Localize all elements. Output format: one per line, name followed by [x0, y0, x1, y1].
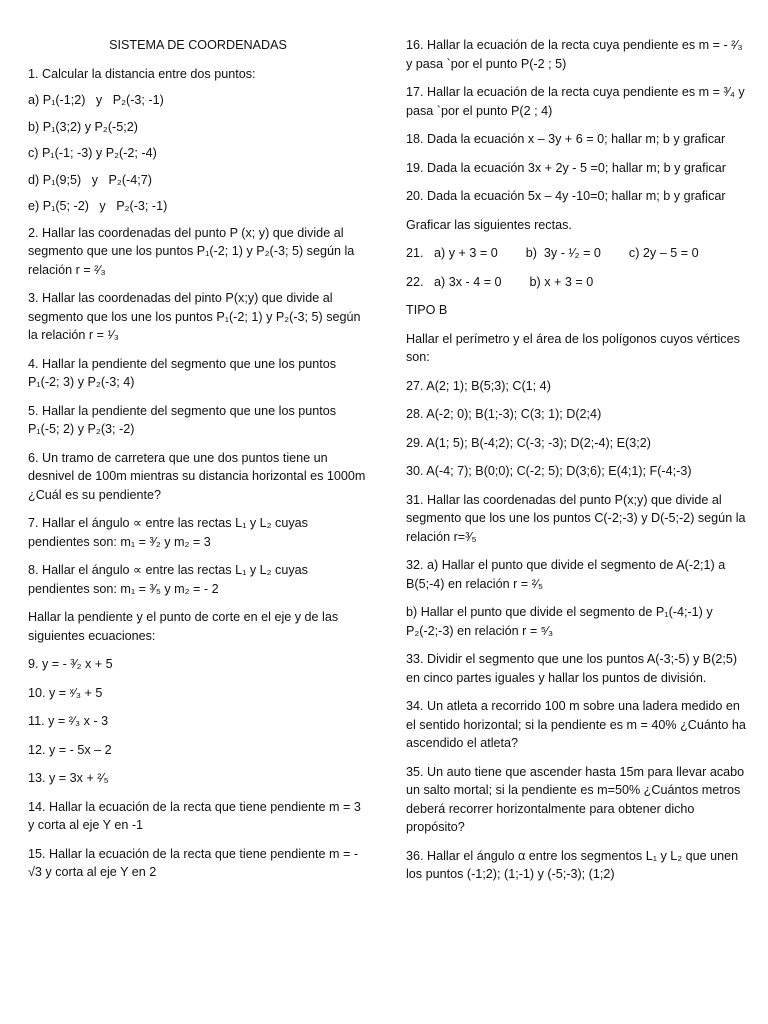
exercise-2: 2. Hallar las coordenadas del punto P (x; y) que divide al segmento que une los puntos P₁(-2; 1) y P₂(-3; 5) según la relación r = ²⁄₃ [28, 225, 355, 277]
exercise-31: 31. Hallar las coordenadas del punto P(x;y) que divide al segmento que los une los puntos C(-2;-3) y D(-5;-2) según la relación r=³⁄₅ [406, 492, 746, 544]
exercise-19: 19. Dada la ecuación 3x + 2y - 5 =0; hallar m; b y graficar [406, 160, 726, 175]
section-intro-slope: Hallar la pendiente y el punto de corte en el eje y de las siguientes ecuaciones: [28, 610, 339, 643]
exercise-13: 13. y = 3x + ²⁄₅ [28, 771, 109, 785]
exercise-32a: 32. a) Hallar el punto que divide el segmento de A(-2;1) a B(5;-4) en relación r = ²⁄₅ [406, 558, 726, 591]
exercise-28: 28. A(-2; 0); B(1;-3); C(3; 1); D(2;4) [406, 407, 602, 421]
document-title: SISTEMA DE COORDENADAS [109, 38, 287, 52]
section-graph-lines: Graficar las siguientes rectas. [406, 217, 572, 232]
exercise-8: 8. Hallar el ángulo ∝ entre las rectas L₁ y L₂ cuyas pendientes son: m₁ = ³⁄₅ y m₂ = - 2 [28, 563, 308, 596]
exercise-10: 10. y = ˣ⁄₃ + 5 [28, 685, 103, 700]
exercise-36: 36. Hallar el ángulo α entre los segmentos L₁ y L₂ que unen los puntos (-1;2); (1;-1) y (-5;-3); (1;2) [406, 848, 739, 881]
exercise-21: 21. a) y + 3 = 0 b) 3y - ¹⁄₂ = 0 c) 2y – 5 = 0 [406, 246, 699, 260]
right-column [406, 36, 746, 894]
exercise-11: 11. y = ²⁄₃ x - 3 [28, 714, 109, 728]
exercise-33: 33. Dividir el segmento que une los puntos A(-3;-5) y B(2;5) en cinco partes iguales y hallar los puntos de división. [406, 652, 738, 685]
exercise-1b: b) P₁(3;2) y P₂(-5;2) [28, 119, 138, 134]
exercise-9: 9. y = - ³⁄₂ x + 5 [28, 657, 113, 671]
exercise-32b: b) Hallar el punto que divide el segmento de P₁(-4;-1) y P₂(-2;-3) en relación r = ⁵⁄₃ [406, 605, 713, 638]
exercise-18: 18. Dada la ecuación x – 3y + 6 = 0; hallar m; b y graficar [406, 132, 726, 146]
exercise-5: 5. Hallar la pendiente del segmento que une los puntos P₁(-5; 2) y P₂(3; -2) [28, 403, 337, 436]
exercise-17: 17. Hallar la ecuación de la recta cuya pendiente es m = ³⁄₄ y pasa `por el punto P(2 ; 4) [406, 85, 745, 118]
exercise-15: 15. Hallar la ecuación de la recta que tiene pendiente m = - √3 y corta al eje Y en 2 [28, 846, 359, 879]
exercise-6: 6. Un tramo de carretera que une dos puntos tiene un desnivel de 100m mientras su distancia horizontal es 1000m ¿Cuál es su pendiente? [28, 450, 366, 502]
exercise-7: 7. Hallar el ángulo ∝ entre las rectas L₁ y L₂ cuyas pendientes son: m₁ = ³⁄₂ y m₂ = 3 [28, 516, 308, 549]
exercise-1: 1. Calcular la distancia entre dos puntos: [28, 66, 256, 81]
exercise-27: 27. A(2; 1); B(5;3); C(1; 4) [406, 378, 551, 393]
exercise-30: 30. A(-4; 7); B(0;0); C(-2; 5); D(3;6); E(4;1); F(-4;-3) [406, 464, 692, 478]
section-tipo-b: TIPO B [406, 303, 448, 317]
exercise-14: 14. Hallar la ecuación de la recta que tiene pendiente m = 3 y corta al eje Y en -1 [28, 799, 361, 832]
exercise-16: 16. Hallar la ecuación de la recta cuya pendiente es m = - ²⁄₃ y pasa `por el punto P(-2 ; 5) [406, 38, 743, 71]
section-intro-polygons: Hallar el perímetro y el área de los polígonos cuyos vértices son: [406, 331, 740, 364]
exercise-22: 22. a) 3x - 4 = 0 b) x + 3 = 0 [406, 274, 594, 289]
exercise-1e: e) P₁(5; -2) y P₂(-3; -1) [28, 199, 168, 213]
exercise-1d: d) P₁(9;5) y P₂(-4;7) [28, 172, 152, 187]
exercise-1a: a) P₁(-1;2) y P₂(-3; -1) [28, 93, 164, 107]
exercise-12: 12. y = - 5x – 2 [28, 742, 112, 757]
left-column [28, 36, 368, 892]
exercise-35: 35. Un auto tiene que ascender hasta 15m para llevar acabo un salto mortal; si la pendiente es m=50% ¿Cuántos metros deberá recorrer horizontalmente para obtener dicho propósito? [406, 764, 745, 834]
exercise-3: 3. Hallar las coordenadas del pinto P(x;y) que divide al segmento que los une los puntos P₁(-2; 1) y P₂(-3; 5) según la relación r = ¹⁄₃ [28, 291, 361, 342]
exercise-29: 29. A(1; 5); B(-4;2); C(-3; -3); D(2;-4); E(3;2) [406, 435, 651, 450]
exercise-1c: c) P₁(-1; -3) y P₂(-2; -4) [28, 146, 157, 160]
exercise-34: 34. Un atleta a recorrido 100 m sobre una ladera medido en el sentido horizontal; si la pendiente es m = 40% ¿Cuánto ha ascendido el atleta? [406, 699, 746, 750]
exercise-20: 20. Dada la ecuación 5x – 4y -10=0; hallar m; b y graficar [406, 189, 726, 203]
exercise-4: 4. Hallar la pendiente del segmento que une los puntos P₁(-2; 3) y P₂(-3; 4) [28, 356, 337, 389]
